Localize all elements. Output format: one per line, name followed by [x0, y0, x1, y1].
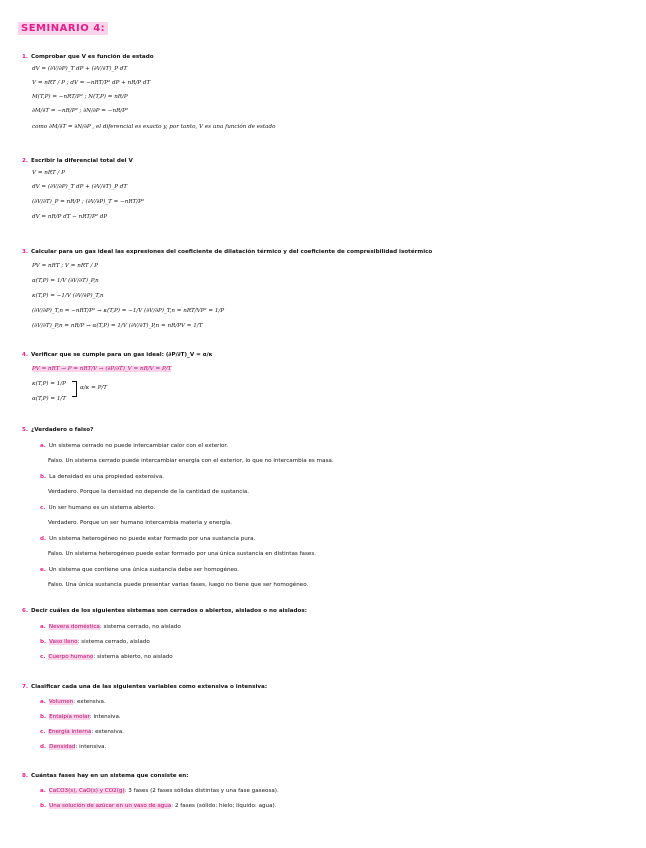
q8-statement: 8. Cuántas fases hay en un sistema que consiste en:: [22, 773, 189, 779]
q5-item-claim: d. Un sistema heterogéneo no puede estar formado por una sustancia pura.: [40, 536, 256, 542]
q1-line: dV = (∂V/∂P)_T dP + (∂V/∂T)_P dT: [32, 66, 128, 72]
q7-item: d. Densidad: intensiva.: [40, 744, 107, 750]
q4-result: α/κ = P/T: [80, 385, 107, 391]
q7-item: c. Energía interna: extensiva.: [40, 729, 124, 735]
q3-statement: 3. Calcular para un gas ideal las expresiones del coeficiente de dilatación térmico y del coeficiente de compresibilidad isotérmico: [22, 249, 433, 255]
q6-item: b. Vaso lleno: sistema cerrado, aislado: [40, 639, 150, 645]
q3-line: PV = nRT ; V = nRT / P: [32, 263, 98, 269]
q5-item-claim: c. Un ser humano es un sistema abierto.: [40, 505, 156, 511]
q5-item-answer: Falso. Una única sustancia puede presentar varias fases, luego no tiene que ser homogéneo.: [48, 582, 309, 588]
q3-line: (∂V/∂P)_T,n = −nRT/P² → κ(T,P) = −1/V (∂V/∂P)_T,n = nRT/VP² = 1/P: [32, 308, 225, 314]
q1-number: 1.: [22, 54, 29, 60]
page-title: SEMINARIO 4:: [18, 22, 108, 35]
brace-mark: [72, 381, 77, 397]
q8-item: b. Una solución de azúcar en un vaso de agua: 2 fases (sólido: hielo; líquido: agua).: [40, 803, 277, 809]
q4-line: PV = nRT → P = nRT/V → (∂P/∂T)_V = nR/V = P/T: [32, 366, 172, 372]
q5-item-answer: Falso. Un sistema heterogéneo puede estar formado por una única sustancia en distintas fases.: [48, 551, 317, 557]
q6-item: c. Cuerpo humano: sistema abierto, no aislado: [40, 654, 173, 660]
q4-line: α(T,P) = 1/T: [32, 396, 67, 402]
q8-item: a. CaCO3(s), CaO(s) y CO2(g): 3 fases (2 fases sólidas distintas y una fase gaseosa).: [40, 788, 279, 794]
q2-statement: 2. Escribir la diferencial total del V: [22, 158, 133, 164]
q7-number: 7.: [22, 684, 29, 690]
q2-line: (∂V/∂T)_P = nR/P ; (∂V/∂P)_T = −nRT/P²: [32, 199, 145, 205]
q1-line: ∂M/∂T = −nR/P² ; ∂N/∂P = −nR/P²: [32, 108, 129, 114]
q2-line: dV = (∂V/∂P)_T dP + (∂V/∂T)_P dT: [32, 184, 128, 190]
q5-item-answer: Verdadero. Porque un ser humano intercambia materia y energía.: [48, 520, 232, 526]
q4-statement: 4. Verificar que se cumple para un gas ideal: (∂P/∂T)_V = α/κ: [22, 352, 213, 358]
q3-line: (∂V/∂T)_P,n = nR/P → α(T,P) = 1/V (∂V/∂T)_P,n = nR/PV = 1/T: [32, 323, 203, 329]
q2-line: V = nRT / P: [32, 170, 65, 176]
q1-statement: 1. Comprobar que V es función de estado: [22, 54, 154, 60]
q5-item-claim: a. Un sistema cerrado no puede intercambiar calor con el exterior.: [40, 443, 229, 449]
q3-line: κ(T,P) = −1/V (∂V/∂P)_T,n: [32, 293, 104, 299]
q7-item: a. Volumen: extensiva.: [40, 699, 106, 705]
q1-line: V = nRT / P ; dV = −nRT/P² dP + nR/P dT: [32, 80, 151, 86]
q6-statement: 6. Decir cuáles de los siguientes sistemas son cerrados o abiertos, aislados o no aislados:: [22, 608, 307, 614]
q6-number: 6.: [22, 608, 29, 614]
q5-item-answer: Verdadero. Porque la densidad no depende de la cantidad de sustancia.: [48, 489, 250, 495]
q2-line: dV = nR/P dT − nRT/P² dP: [32, 214, 108, 220]
q5-statement: 5. ¿Verdadero o falso?: [22, 427, 94, 433]
q4-line: κ(T,P) = 1/P: [32, 381, 66, 387]
q5-number: 5.: [22, 427, 29, 433]
q7-item: b. Entalpía molar: intensiva.: [40, 714, 121, 720]
q6-item: a. Nevera doméstica: sistema cerrado, no aislado: [40, 624, 181, 630]
q2-number: 2.: [22, 158, 29, 164]
q1-line: M(T,P) = −nRT/P² ; N(T,P) = nR/P: [32, 94, 128, 100]
q4-number: 4.: [22, 352, 29, 358]
q5-item-claim: b. La densidad es una propiedad extensiva.: [40, 474, 165, 480]
q7-statement: 7. Clasificar cada una de las siguientes variables como extensiva o intensiva:: [22, 684, 268, 690]
q3-number: 3.: [22, 249, 29, 255]
q5-item-claim: e. Un sistema que contiene una única sustancia debe ser homogéneo.: [40, 567, 240, 573]
q8-number: 8.: [22, 773, 29, 779]
q5-item-answer: Falso. Un sistema cerrado puede intercambiar energía con el exterior, lo que no intercambia es masa.: [48, 458, 334, 464]
q3-line: α(T,P) = 1/V (∂V/∂T)_P,n: [32, 278, 99, 284]
q1-line: como ∂M/∂T = ∂N/∂P , el diferencial es exacto y, por tanto, V es una función de estado: [32, 124, 276, 130]
